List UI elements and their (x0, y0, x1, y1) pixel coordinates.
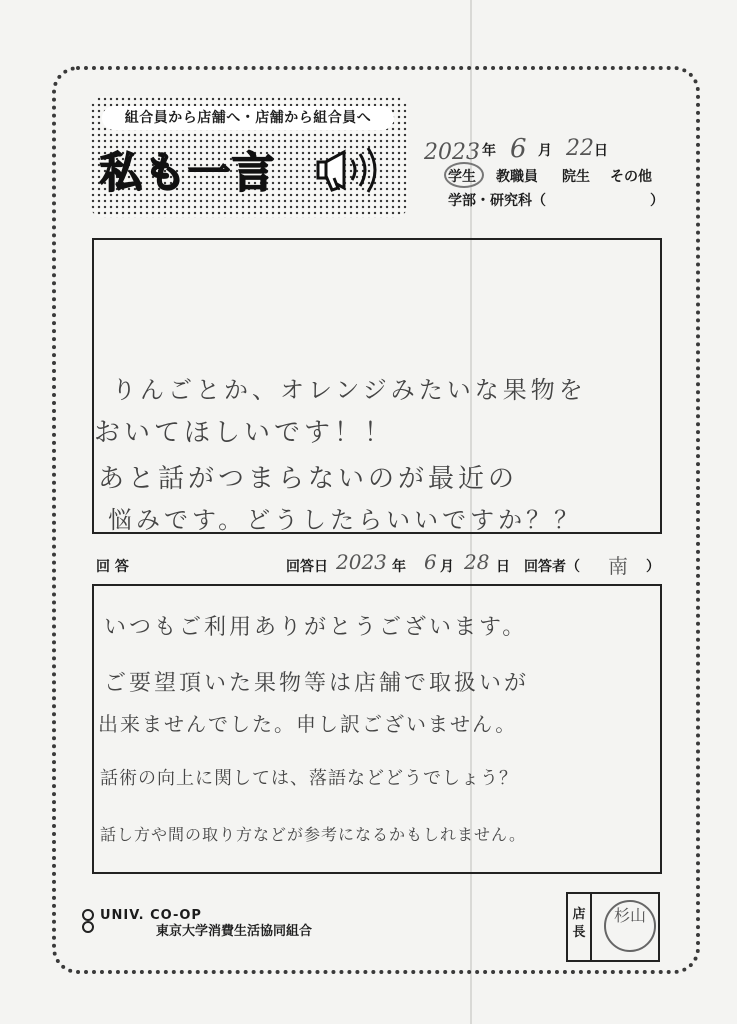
category-student: 学生 (448, 169, 476, 185)
month-unit: 月 (538, 143, 552, 159)
date-year-handwritten: 2023 (424, 140, 480, 165)
reply-month-handwritten: 6 (424, 550, 437, 574)
reply-month-unit: 月 (440, 559, 454, 575)
coop-logo-icon (78, 908, 98, 934)
banner-subtitle: 組合員から店舗へ・店舗から組合員へ (102, 106, 394, 130)
reply-line-2: ご要望頂いた果物等は店舗で取扱いが (104, 671, 530, 696)
responder-label: 回答者（ (524, 559, 580, 575)
faculty-close: ） (650, 193, 664, 209)
day-unit: 日 (594, 143, 608, 159)
reply-year-handwritten: 2023 (336, 550, 387, 574)
reply-line-5: 話し方や間の取り方などが参考になるかもしれません。 (100, 825, 526, 844)
coop-org-name: 東京大学消費生活協同組合 (156, 924, 313, 939)
banner-title: 私も一言 (100, 148, 277, 197)
responder-close: ） (646, 559, 660, 575)
coop-logo-text: UNIV. CO-OP (100, 908, 202, 923)
manager-stamp-box (566, 892, 660, 962)
manager-label: 店長 (568, 894, 592, 960)
megaphone-icon (316, 142, 386, 198)
faculty-label: 学部・研究科（ (448, 193, 546, 209)
reply-year-unit: 年 (392, 559, 406, 575)
reply-day-unit: 日 (496, 559, 510, 575)
message-line-3: あと話がつまらないのが最近の (98, 464, 519, 494)
reply-line-3: 出来ませんでした。申し訳ございません。 (98, 712, 518, 736)
responder-name: 南 (608, 554, 628, 578)
message-line-1: りんごとか、オレンジみたいな果物を (112, 376, 587, 404)
message-line-4: 悩みです。どうしたらいいですか？？ (108, 506, 583, 534)
manager-seal: 杉山 (604, 900, 656, 952)
year-unit: 年 (482, 143, 496, 159)
selected-category-circle (444, 162, 484, 188)
category-staff: 教職員 (496, 169, 538, 185)
date-day-handwritten: 22 (566, 136, 594, 161)
reply-line-4: 話術の向上に関しては、落語などどうでしょう？ (100, 768, 518, 789)
date-month-handwritten: 6 (510, 134, 527, 164)
reply-day-handwritten: 28 (464, 550, 490, 574)
reply-label: 回 答 (96, 559, 129, 575)
category-other: その他 (610, 169, 652, 185)
reply-line-1: いつもご利用ありがとうございます。 (104, 615, 528, 640)
category-grad: 院生 (562, 169, 590, 185)
reply-date-label: 回答日 (286, 559, 328, 575)
message-line-2: おいてほしいです！！ (94, 418, 395, 448)
